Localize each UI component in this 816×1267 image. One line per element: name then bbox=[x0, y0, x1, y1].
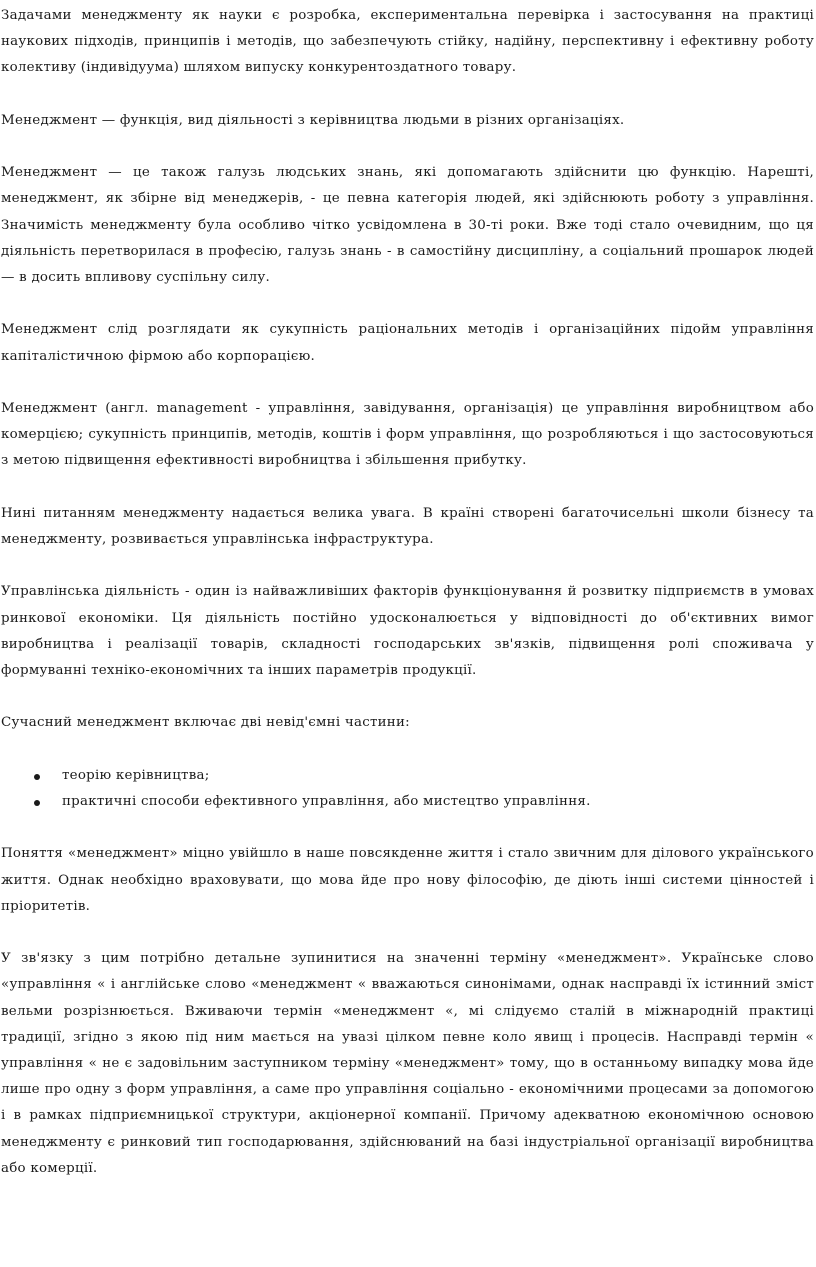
bullet-list bbox=[1, 763, 814, 815]
paragraph-management-tasks: Задачами менеджменту як науки є розробка, експериментальна перевірка і застосування на практиці наукових підходів, принципів і методів, що забезпечують стійку, надійну, перспективну і ефективну роботу колективу (індивідуума) шляхом випуску конкурентоздатного товару. bbox=[1, 8, 814, 76]
list-item-text: практичні способи ефективного управління, або мистецтво управління. bbox=[62, 793, 591, 809]
list-item-text: теорію керівництва; bbox=[62, 767, 210, 783]
paragraph-management-methods: Менеджмент слід розглядати як сукупність раціональних методів і організаційних підойм управління капіталістичною фірмою або корпорацією. bbox=[1, 322, 814, 364]
list-item bbox=[62, 789, 814, 815]
paragraph-business-schools: Нині питанням менеджменту надається велика увага. В країні створені багаточисельні школи бізнесу та менеджменту, розвивається управлінська інфраструктура. bbox=[1, 505, 814, 547]
paragraph-management-definition: Менеджмент (англ. management - управління, завідування, організація) це управління виробництвом або комерцією; сукупність принципів, методів, коштів і форм управління, що розробляються і що застосовуються з метою підвищення ефективності виробництва і збільшення прибутку. bbox=[1, 400, 814, 469]
paragraph-management-function: Менеджмент — функція, вид діяльності з керівництва людьми в різних організаціях. bbox=[1, 112, 625, 128]
paragraph-management-knowledge: Менеджмент — це також галузь людських знань, які допомагають здійснити цю функцію. Нарешті, менеджмент, як збірне від менеджерів, - це певна категорія людей, які здійснюють роботу з управління. Значимість менеджменту була особливо чітко усвідомлена в 30-ті роки. Вже тоді стало очевидним, що ця діяльність перетворилася в професію, галузь знань - в самостійну дисципліну, а соціальний прошарок людей — в досить впливову суспільну силу. bbox=[1, 165, 814, 285]
bullet-icon bbox=[34, 774, 40, 780]
bullet-icon bbox=[34, 800, 40, 806]
document-page bbox=[1, 3, 814, 1182]
paragraph-management-concept: Поняття «менеджмент» міцно увійшло в наше повсякденне життя і стало звичним для ділового українського життя. Однак необхідно враховувати, що мова йде про нову філософію, де діють інші системи цінностей і пріоритетів. bbox=[1, 846, 814, 914]
paragraph-modern-management-parts: Сучасний менеджмент включає дві невід'ємні частини: bbox=[1, 715, 410, 731]
paragraph-managerial-activity: Управлінська діяльність - один із найважливіших факторів функціонування й розвитку підприємств в умовах ринкової економіки. Ця діяльність постійно удосконалюється у відповідності до об'єктивних вимог виробництва і реалізації товарів, складності господарських зв'язків, підвищення ролі споживача у формуванні техніко-економічних та інших параметрів продукції. bbox=[1, 584, 814, 678]
list-item bbox=[62, 763, 814, 789]
paragraph-management-term: У зв'язку з цим потрібно детальне зупинитися на значенні терміну «менеджмент». Українське слово «управління « і англійське слово «менеджмент « вважаються синонімами, однак насправді їх істинний зміст вельми розрізнюється. Вживаючи термін «менеджмент «, мі слідуємо сталій в міжнародній практиці традиції, згідно з якою під ним мається на увазі цілком певне коло явищ і процесів. Насправді термін « управління « не є задовільним заступником терміну «менеджмент» тому, що в останньому випадку мова йде лише про одну з форм управління, а саме про управління соціально - економічними процесами за допомогою і в рамках підприємницької структури, акціонерної компанії. Причому адекватною економічною основою менеджменту є ринковий тип господарювання, здійснюваний на базі індустріальної організації виробництва або комерції. bbox=[1, 951, 814, 1176]
